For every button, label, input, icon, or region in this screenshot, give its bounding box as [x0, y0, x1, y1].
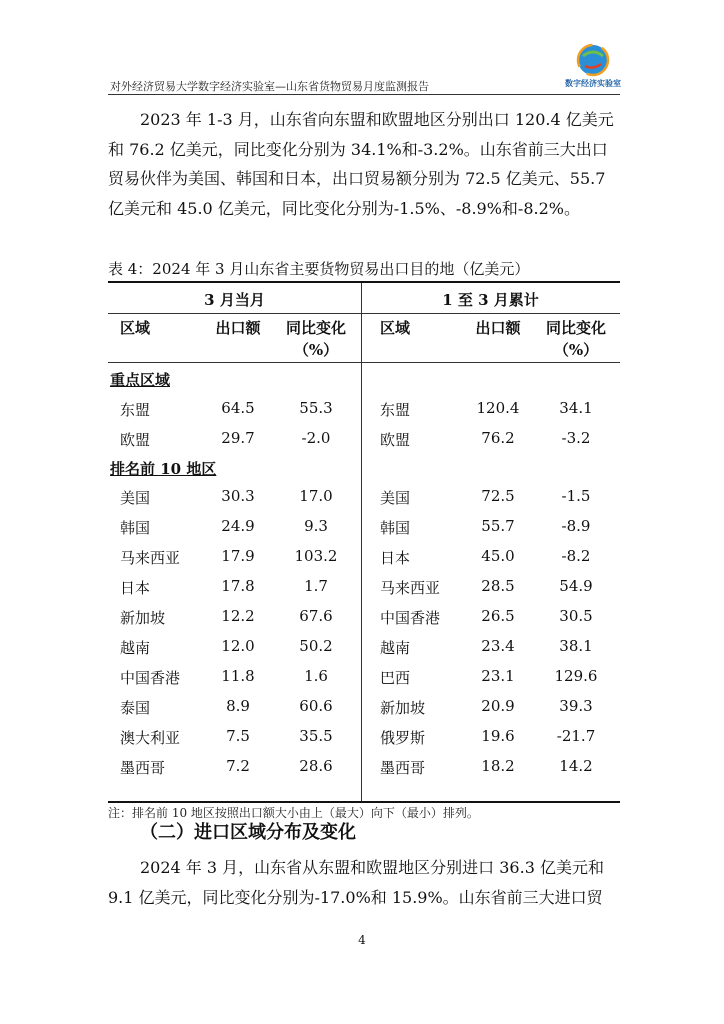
section-heading-import: （二）进口区域分布及变化: [140, 822, 356, 843]
col-header-yoy-label: 同比变化: [545, 319, 606, 337]
region-cell: 欧盟: [380, 431, 411, 449]
export-value-cell: 72.5: [481, 487, 515, 505]
export-value-cell: 29.7: [221, 429, 255, 447]
export-value-cell: 17.8: [221, 577, 255, 595]
yoy-value-cell: 35.5: [299, 727, 333, 745]
export-value-cell: 64.5: [221, 399, 255, 417]
export-value-cell: 45.0: [481, 547, 515, 565]
region-cell: 美国: [120, 489, 151, 507]
region-cell: 马来西亚: [120, 549, 181, 567]
region-cell: 韩国: [380, 519, 411, 537]
region-cell: 日本: [120, 579, 151, 597]
paragraph-import-summary: 2024 年 3 月，山东省从东盟和欧盟地区分别进口 36.3 亿美元和 9.1 亿美元，同比变化分别为-17.0%和 15.9%。山东省前三大进口贸: [108, 858, 604, 907]
page-number: 4: [358, 933, 366, 947]
header-divider: [108, 94, 620, 95]
yoy-value-cell: 1.6: [304, 667, 328, 685]
yoy-value-cell: 30.5: [559, 607, 593, 625]
export-value-cell: 23.4: [481, 637, 515, 655]
yoy-value-cell: -8.2: [561, 547, 591, 565]
yoy-value-cell: 38.1: [559, 637, 593, 655]
col-header-export: 出口额: [215, 319, 261, 337]
region-cell: 日本: [380, 549, 411, 567]
export-value-cell: 23.1: [481, 667, 515, 685]
yoy-value-cell: 67.6: [299, 607, 333, 625]
export-destination-table: [108, 281, 620, 803]
report-header: 对外经济贸易大学数字经济实验室—山东省货物贸易月度监测报告: [110, 80, 429, 93]
region-cell: 美国: [380, 489, 411, 507]
yoy-value-cell: 50.2: [299, 637, 333, 655]
region-cell: 东盟: [380, 401, 411, 419]
yoy-value-cell: -8.9: [561, 517, 591, 535]
yoy-value-cell: -3.2: [561, 429, 591, 447]
region-cell: 新加坡: [380, 699, 426, 717]
col-header-region: 区域: [120, 319, 151, 337]
export-value-cell: 12.2: [221, 607, 255, 625]
region-cell: 俄罗斯: [380, 729, 426, 747]
export-value-cell: 8.9: [226, 697, 250, 715]
col-header-yoy-unit: （%）: [553, 341, 599, 359]
col-header-region: 区域: [380, 319, 411, 337]
yoy-value-cell: 129.6: [554, 667, 598, 685]
region-cell: 东盟: [120, 401, 151, 419]
paragraph-export-summary: 2023 年 1-3 月，山东省向东盟和欧盟地区分别出口 120.4 亿美元和 76.2 亿美元，同比变化分别为 34.1%和-3.2%。山东省前三大出口贸易伙伴为美国、韩国和日本，出口贸易额分别为 72.5 亿美元、55.7 亿美元和 45.0 亿美元，同比变化分别为-1.5%、-8.9%和-8.2%。: [108, 110, 614, 218]
region-cell: 中国香港: [120, 669, 181, 687]
region-cell: 新加坡: [120, 609, 166, 627]
yoy-value-cell: 103.2: [294, 547, 338, 565]
export-value-cell: 11.8: [221, 667, 255, 685]
yoy-value-cell: -21.7: [556, 727, 596, 745]
export-value-cell: 20.9: [481, 697, 515, 715]
yoy-value-cell: 14.2: [559, 757, 593, 775]
group-header-march: 3 月当月: [204, 291, 265, 309]
yoy-value-cell: -1.5: [561, 487, 591, 505]
yoy-value-cell: 55.3: [299, 399, 333, 417]
export-value-cell: 7.2: [226, 757, 250, 775]
column-header-rule: [108, 362, 620, 363]
table-caption: 表 4：2024 年 3 月山东省主要货物贸易出口目的地（亿美元）: [108, 260, 530, 278]
logo-caption: 数字经济实验室: [565, 79, 621, 88]
yoy-value-cell: 17.0: [299, 487, 333, 505]
region-cell: 澳大利亚: [120, 729, 181, 747]
region-cell: 越南: [380, 639, 411, 657]
yoy-value-cell: 9.3: [304, 517, 328, 535]
export-value-cell: 120.4: [476, 399, 520, 417]
globe-logo-icon: [563, 42, 623, 78]
region-cell: 马来西亚: [380, 579, 441, 597]
export-value-cell: 76.2: [481, 429, 515, 447]
region-cell: 巴西: [380, 669, 411, 687]
col-header-export: 出口额: [475, 319, 521, 337]
export-value-cell: 19.6: [481, 727, 515, 745]
export-value-cell: 24.9: [221, 517, 255, 535]
col-header-yoy: [536, 317, 616, 361]
region-cell: 墨西哥: [120, 759, 166, 777]
region-cell: 墨西哥: [380, 759, 426, 777]
yoy-value-cell: 34.1: [559, 399, 593, 417]
region-cell: 泰国: [120, 699, 151, 717]
region-cell: 韩国: [120, 519, 151, 537]
center-divider: [361, 283, 362, 801]
yoy-value-cell: 39.3: [559, 697, 593, 715]
col-header-yoy-label: 同比变化: [285, 319, 346, 337]
export-value-cell: 30.3: [221, 487, 255, 505]
export-value-cell: 28.5: [481, 577, 515, 595]
export-value-cell: 26.5: [481, 607, 515, 625]
col-header-yoy-unit: （%）: [293, 341, 339, 359]
yoy-value-cell: 1.7: [304, 577, 328, 595]
lab-logo: [563, 42, 623, 92]
table-note: 注：排名前 10 地区按照出口额大小由上（最大）向下（最小）排列。: [108, 806, 479, 820]
section-key-regions: 重点区域: [110, 371, 171, 389]
region-cell: 中国香港: [380, 609, 441, 627]
region-cell: 越南: [120, 639, 151, 657]
header-rule: [108, 313, 620, 314]
group-header-cumulative: 1 至 3 月累计: [442, 291, 539, 309]
yoy-value-cell: 28.6: [299, 757, 333, 775]
export-value-cell: 18.2: [481, 757, 515, 775]
export-value-cell: 55.7: [481, 517, 515, 535]
region-cell: 欧盟: [120, 431, 151, 449]
yoy-value-cell: 54.9: [559, 577, 593, 595]
export-value-cell: 12.0: [221, 637, 255, 655]
yoy-value-cell: 60.6: [299, 697, 333, 715]
yoy-value-cell: -2.0: [301, 429, 331, 447]
export-value-cell: 7.5: [226, 727, 250, 745]
col-header-yoy: [276, 317, 356, 361]
section-top10: 排名前 10 地区: [110, 460, 217, 478]
export-value-cell: 17.9: [221, 547, 255, 565]
